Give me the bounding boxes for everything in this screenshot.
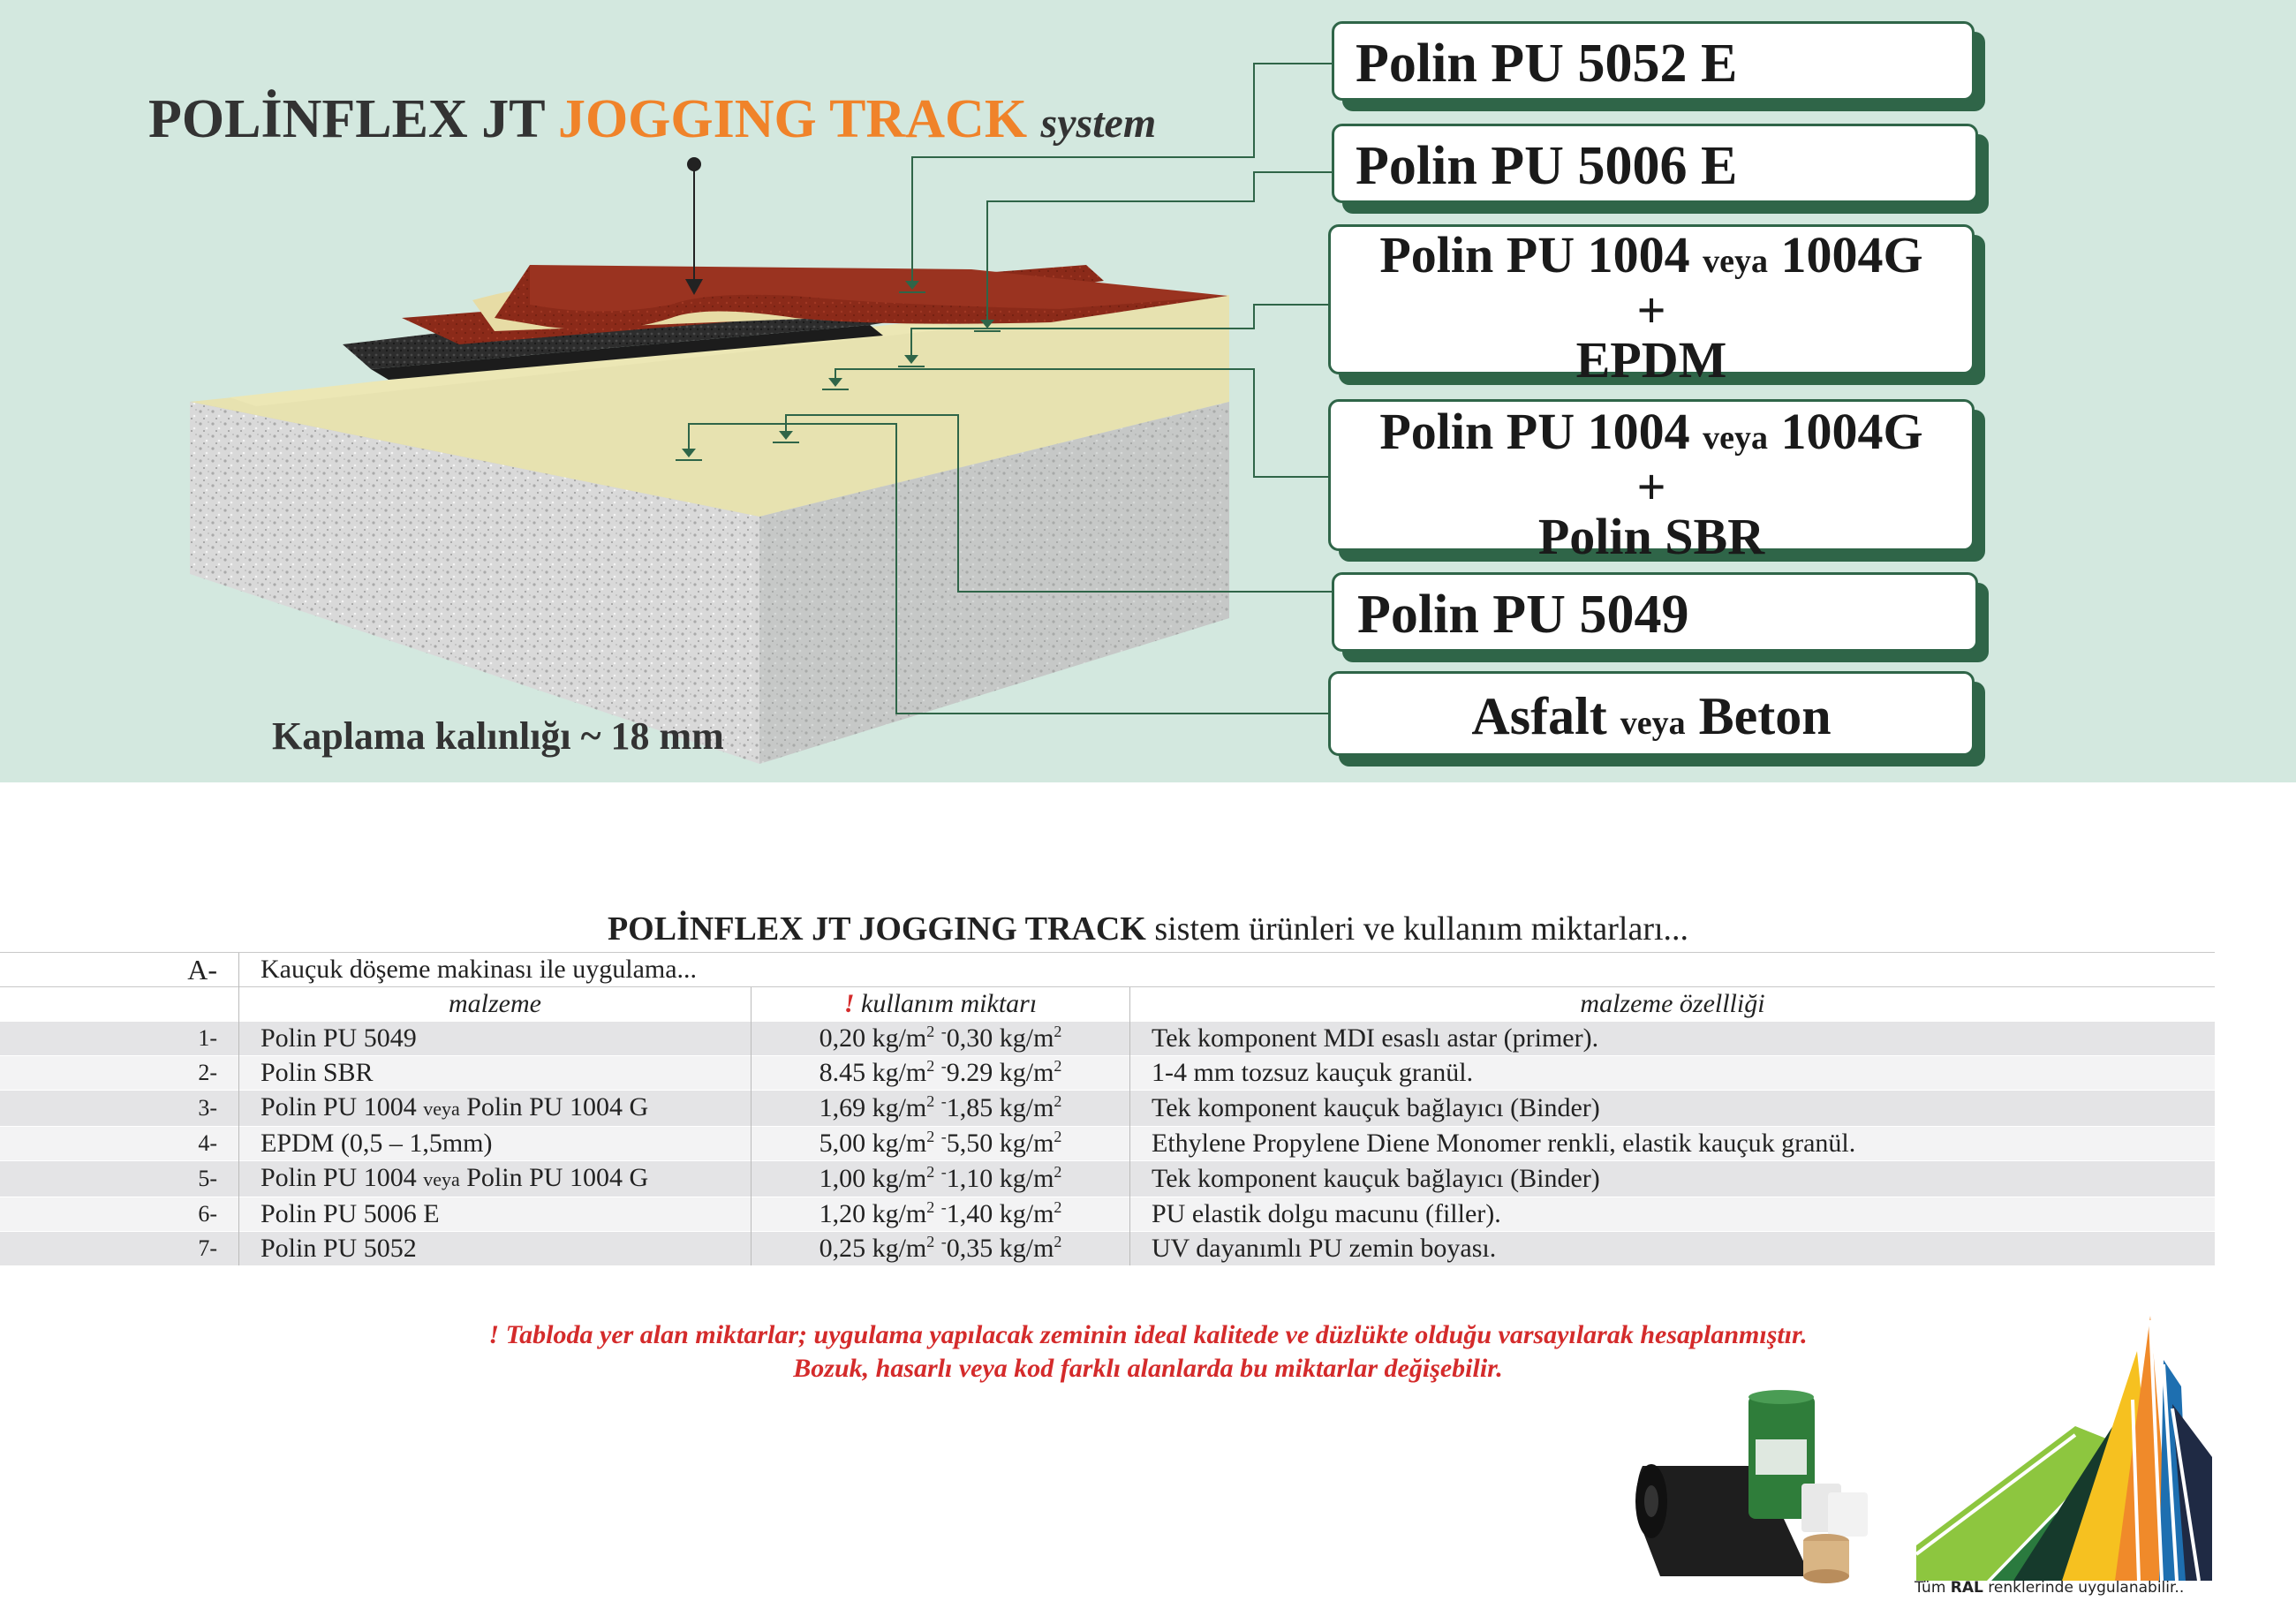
- label-text: Beton: [1698, 687, 1832, 745]
- property-cell: Tek komponent kauçuk bağlayıcı (Binder): [1130, 1161, 2216, 1197]
- label-plus: +: [1636, 458, 1666, 516]
- material-cell: [239, 1022, 751, 1056]
- material-cell: [239, 1197, 751, 1232]
- table-row: [0, 1022, 2215, 1056]
- unit-sup: 2: [1054, 1198, 1062, 1216]
- label-text: Polin PU 1004: [1379, 226, 1690, 283]
- material-name: EPDM (0,5 – 1,5mm): [261, 1129, 493, 1158]
- usage-max: 1,40 kg/m: [946, 1199, 1054, 1228]
- label-asfalt-beton: [1328, 671, 1975, 756]
- usage-sep: -: [940, 1233, 947, 1250]
- warning-icon: !: [843, 989, 855, 1018]
- material-name: Polin SBR: [261, 1058, 374, 1087]
- property-cell: UV dayanımlı PU zemin boyası.: [1130, 1232, 2216, 1266]
- usage-max: 5,50 kg/m: [946, 1129, 1054, 1158]
- label-text: Polin SBR: [1537, 508, 1765, 565]
- product-packshot-image: [1625, 1386, 1881, 1590]
- usage-min: 8.45 kg/m: [819, 1058, 927, 1087]
- usage-min: 1,69 kg/m: [819, 1093, 927, 1122]
- label-text: Asfalt: [1471, 687, 1607, 745]
- section-id: A-: [0, 953, 239, 987]
- usage-sep: -: [940, 1163, 947, 1181]
- usage-max: 1,85 kg/m: [946, 1093, 1054, 1122]
- label-text: EPDM: [1575, 331, 1727, 389]
- unit-sup: 2: [926, 1092, 935, 1110]
- table-row: [0, 1127, 2215, 1161]
- usage-cell: [751, 1056, 1130, 1091]
- title-system: system: [1040, 100, 1157, 147]
- coating-thickness: Kaplama kalınlığı ~ 18 mm: [272, 714, 724, 758]
- usage-max: 0,30 kg/m: [946, 1023, 1054, 1053]
- material-name-alt: Polin PU 1004 G: [466, 1092, 649, 1121]
- label-pu-5006e: [1332, 124, 1978, 203]
- material-name: Polin PU 5052: [261, 1234, 417, 1263]
- label-text: Polin PU 5006 E: [1356, 136, 1738, 196]
- label-plus: +: [1636, 282, 1666, 339]
- title-brand: POLİNFLEX JT: [148, 89, 545, 149]
- row-number: 7-: [0, 1232, 239, 1266]
- unit-sup: 2: [926, 1233, 935, 1250]
- ral-tagline-post: renklerinde uygulanabilir..: [1983, 1579, 2185, 1597]
- material-name: Polin PU 5049: [261, 1023, 417, 1053]
- material-name: Polin PU 1004: [261, 1163, 417, 1192]
- material-cell: [239, 1091, 751, 1127]
- brand-logo: [1907, 1289, 2217, 1590]
- header-usage: [751, 987, 1130, 1022]
- unit-sup: 2: [1054, 1233, 1062, 1250]
- table-row: [0, 1056, 2215, 1091]
- label-pu1004-epdm: [1328, 224, 1975, 389]
- usage-cell: [751, 1197, 1130, 1232]
- unit-sup: 2: [926, 1023, 935, 1040]
- unit-sup: 2: [926, 1163, 935, 1181]
- material-cell: [239, 1161, 751, 1197]
- label-pu1004-sbr: [1328, 399, 1975, 565]
- table-row: [0, 1161, 2215, 1197]
- usage-sep: -: [940, 1023, 947, 1040]
- property-cell: 1-4 mm tozsuz kauçuk granül.: [1130, 1056, 2216, 1091]
- usage-min: 1,20 kg/m: [819, 1199, 927, 1228]
- section-label: Kauçuk döşeme makinası ile uygulama...: [239, 953, 2216, 987]
- note-line-2: Bozuk, hasarlı veya kod farklı alanlarda bu miktarlar değişebilir.: [793, 1354, 1503, 1383]
- label-text: Polin PU 5049: [1357, 585, 1689, 645]
- header-material: malzeme: [239, 987, 751, 1022]
- label-pu-5052e: [1332, 21, 1975, 101]
- unit-sup: 2: [1054, 1023, 1062, 1040]
- section-row: [0, 953, 2215, 987]
- material-veya: veya: [423, 1168, 460, 1190]
- row-number: 3-: [0, 1091, 239, 1127]
- unit-sup: 2: [1054, 1128, 1062, 1145]
- unit-sup: 2: [926, 1198, 935, 1216]
- material-cell: [239, 1127, 751, 1161]
- usage-min: 0,25 kg/m: [819, 1234, 927, 1263]
- material-name-alt: Polin PU 1004 G: [466, 1163, 649, 1192]
- usage-cell: [751, 1232, 1130, 1266]
- usage-min: 1,00 kg/m: [819, 1164, 927, 1193]
- row-number: 6-: [0, 1197, 239, 1232]
- unit-sup: 2: [1054, 1092, 1062, 1110]
- table-title-bold: POLİNFLEX JT JOGGING TRACK: [607, 910, 1146, 948]
- usage-sep: -: [940, 1198, 947, 1216]
- row-number: 4-: [0, 1127, 239, 1161]
- header-property: malzeme özellliği: [1130, 987, 2216, 1022]
- property-cell: Tek komponent MDI esaslı astar (primer).: [1130, 1022, 2216, 1056]
- unit-sup: 2: [926, 1128, 935, 1145]
- label-text: Polin PU 5052 E: [1356, 34, 1738, 94]
- label-text: 1004G: [1780, 226, 1923, 283]
- table-row: [0, 1232, 2215, 1266]
- property-cell: Tek komponent kauçuk bağlayıcı (Binder): [1130, 1091, 2216, 1127]
- ral-tagline-pre: Tüm: [1915, 1579, 1951, 1597]
- header-row: [0, 987, 2215, 1022]
- table-title: [0, 910, 2296, 948]
- usage-cell: [751, 1022, 1130, 1056]
- note-line-1: ! Tabloda yer alan miktarlar; uygulama yapılacak zeminin ideal kalitede ve düzlükte olduğu varsayılarak hesaplanmıştır.: [488, 1320, 1808, 1349]
- header-usage-text: kullanım miktarı: [861, 989, 1038, 1018]
- usage-sep: -: [940, 1128, 947, 1145]
- usage-table: [0, 952, 2215, 1265]
- label-text: Polin PU 1004: [1379, 403, 1690, 460]
- row-number: 2-: [0, 1056, 239, 1091]
- unit-sup: 2: [1054, 1057, 1062, 1075]
- label-veya: veya: [1703, 243, 1768, 280]
- usage-max: 1,10 kg/m: [946, 1164, 1054, 1193]
- usage-sep: -: [940, 1092, 947, 1110]
- usage-sep: -: [940, 1057, 947, 1075]
- material-cell: [239, 1232, 751, 1266]
- label-text: 1004G: [1780, 403, 1923, 460]
- usage-cell: [751, 1161, 1130, 1197]
- row-number: 5-: [0, 1161, 239, 1197]
- row-number: 1-: [0, 1022, 239, 1056]
- header-num: [0, 987, 239, 1022]
- system-diagram: [0, 0, 2296, 782]
- title-jogging-track: JOGGING TRACK: [557, 89, 1028, 149]
- label-veya: veya: [1703, 419, 1768, 457]
- table-title-rest: sistem ürünleri ve kullanım miktarları...: [1154, 910, 1689, 948]
- ral-tagline-bold: RAL: [1950, 1579, 1983, 1597]
- usage-min: 0,20 kg/m: [819, 1023, 927, 1053]
- table-body: [0, 1022, 2215, 1266]
- table-row: [0, 1197, 2215, 1232]
- usage-max: 9.29 kg/m: [946, 1058, 1054, 1087]
- usage-max: 0,35 kg/m: [946, 1234, 1054, 1263]
- usage-min: 5,00 kg/m: [819, 1129, 927, 1158]
- material-veya: veya: [423, 1098, 460, 1120]
- ral-tagline: [1915, 1579, 2184, 1597]
- usage-cell: [751, 1127, 1130, 1161]
- unit-sup: 2: [926, 1057, 935, 1075]
- label-pu-5049: [1332, 572, 1978, 652]
- material-name: Polin PU 1004: [261, 1092, 417, 1121]
- label-veya: veya: [1620, 705, 1686, 742]
- material-cell: [239, 1056, 751, 1091]
- usage-cell: [751, 1091, 1130, 1127]
- property-cell: PU elastik dolgu macunu (filler).: [1130, 1197, 2216, 1232]
- unit-sup: 2: [1054, 1163, 1062, 1181]
- property-cell: Ethylene Propylene Diene Monomer renkli, elastik kauçuk granül.: [1130, 1127, 2216, 1161]
- diagram-title: [148, 88, 1156, 151]
- material-name: Polin PU 5006 E: [261, 1199, 440, 1228]
- table-row: [0, 1091, 2215, 1127]
- label-line: [1331, 226, 1972, 286]
- label-line: [1331, 403, 1972, 463]
